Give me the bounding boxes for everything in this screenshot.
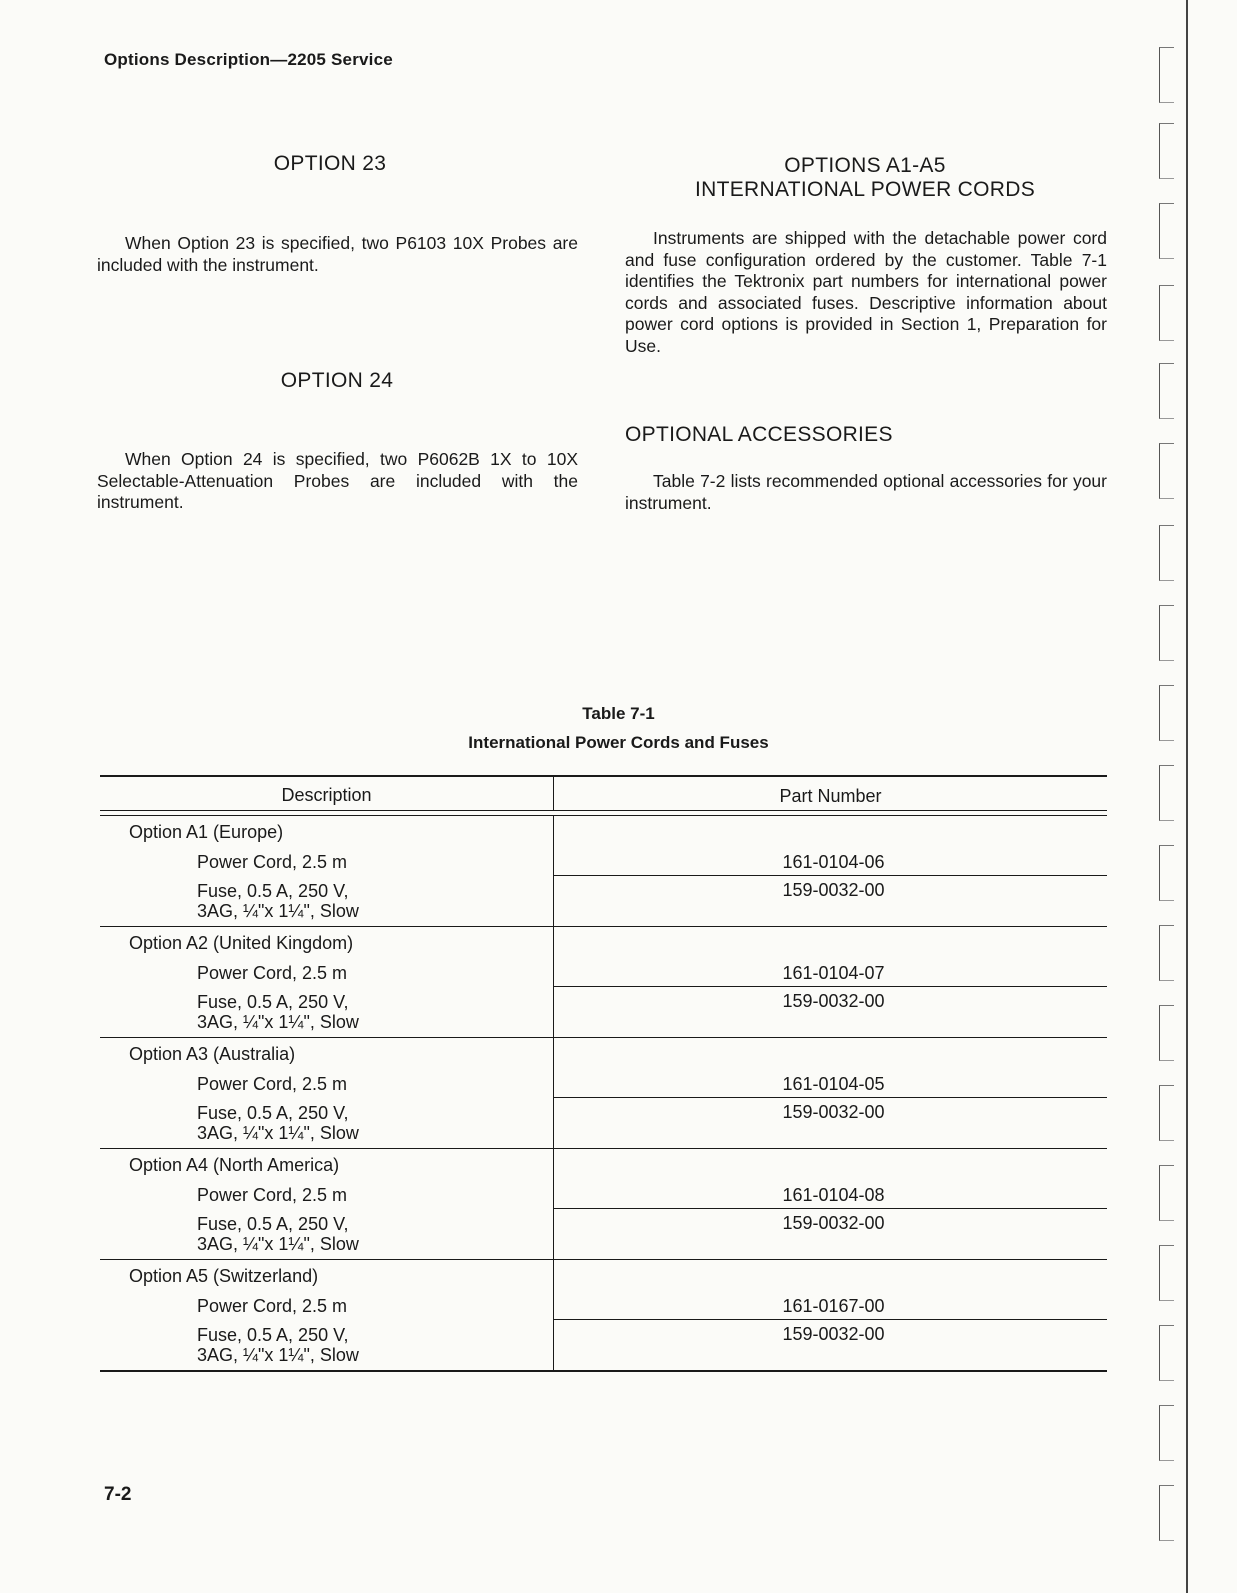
table-row: [100, 987, 1107, 1037]
binding-tab: [1159, 443, 1174, 499]
binding-tab: [1159, 685, 1174, 741]
table-row: [100, 1320, 1107, 1370]
optional-accessories-text: Table 7-2 lists recommended optional accessories for your instrument.: [625, 471, 1107, 513]
binding-tab: [1159, 203, 1174, 259]
options-a1-a5-heading: [620, 154, 1110, 202]
page-edge: [1186, 0, 1188, 1593]
table-caption-number: Table 7-1: [582, 704, 655, 723]
fuse-part-number: 159-0032-00: [782, 880, 885, 900]
option-label: Option A4 (North America): [100, 1149, 554, 1179]
cord-description: Power Cord, 2.5 m: [100, 846, 554, 876]
table-row: [100, 1260, 1107, 1290]
table-row: [100, 1149, 1107, 1179]
options-heading-line2: INTERNATIONAL POWER CORDS: [694, 178, 1036, 201]
table-row: [100, 876, 1107, 926]
table-row: [100, 846, 1107, 876]
binding-tab: [1159, 1165, 1174, 1221]
fuse-part-number: 159-0032-00: [782, 1213, 885, 1233]
option-label: Option A5 (Switzerland): [100, 1260, 554, 1290]
binding-tab: [1159, 363, 1174, 419]
cord-part-number: 161-0104-08: [554, 1179, 1107, 1209]
table-row: [100, 816, 1107, 846]
binding-tab: [1159, 765, 1174, 821]
option-label: Option A3 (Australia): [100, 1038, 554, 1068]
binding-tab: [1159, 1005, 1174, 1061]
cord-description: Power Cord, 2.5 m: [100, 957, 554, 987]
cord-description: Power Cord, 2.5 m: [100, 1179, 554, 1209]
table-row: [100, 1290, 1107, 1320]
options-heading-line1: OPTIONS A1-A5: [784, 154, 946, 177]
binding-tab: [1159, 845, 1174, 901]
cord-description: Power Cord, 2.5 m: [100, 1068, 554, 1098]
binding-tab: [1159, 1325, 1174, 1381]
column-header-part-number: Part Number: [779, 786, 882, 806]
fuse-description: Fuse, 0.5 A, 250 V, 3AG, ¼"x 1¼", Slow: [100, 987, 554, 1037]
fuse-description: Fuse, 0.5 A, 250 V, 3AG, ¼"x 1¼", Slow: [100, 876, 554, 926]
cord-part-number: 161-0167-00: [554, 1290, 1107, 1320]
fuse-part-number: 159-0032-00: [782, 1102, 885, 1122]
binding-tab: [1159, 47, 1174, 103]
table-group-a4: [100, 1149, 1107, 1260]
table-row: [100, 1179, 1107, 1209]
table-group-a2: [100, 927, 1107, 1038]
cord-part-number: 161-0104-05: [554, 1068, 1107, 1098]
option-24-text: When Option 24 is specified, two P6062B 1X to 10X Selectable-Attenuation Probes are included with the instrument.: [97, 449, 578, 512]
option-23-text: When Option 23 is specified, two P6103 10X Probes are included with the instrument.: [97, 233, 578, 275]
table-group-a1: [100, 816, 1107, 927]
option-23-heading: OPTION 23: [273, 152, 387, 175]
table-header-row: [100, 777, 1107, 810]
column-header-description: Description: [100, 777, 554, 810]
table-row: [100, 1038, 1107, 1068]
binding-tab: [1159, 1085, 1174, 1141]
binding-tab-marks: [1153, 35, 1193, 1565]
optional-accessories-heading: OPTIONAL ACCESSORIES: [625, 423, 893, 446]
binding-tab: [1159, 1485, 1174, 1541]
binding-tab: [1159, 285, 1174, 341]
cord-part-number: 161-0104-06: [554, 846, 1107, 876]
option-label: Option A1 (Europe): [100, 816, 554, 846]
table-row: [100, 927, 1107, 957]
running-header: Options Description—2205 Service: [104, 50, 393, 69]
cord-part-number: 161-0104-07: [554, 957, 1107, 987]
table-row: [100, 1098, 1107, 1148]
binding-tab: [1159, 1405, 1174, 1461]
table-row: [100, 1209, 1107, 1259]
table-group-a3: [100, 1038, 1107, 1149]
power-cords-table: [100, 775, 1107, 1372]
binding-tab: [1159, 1245, 1174, 1301]
table-group-a5: [100, 1260, 1107, 1372]
option-label: Option A2 (United Kingdom): [100, 927, 554, 957]
binding-tab: [1159, 605, 1174, 661]
fuse-description: Fuse, 0.5 A, 250 V, 3AG, ¼"x 1¼", Slow: [100, 1098, 554, 1148]
fuse-part-number: 159-0032-00: [782, 1324, 885, 1344]
fuse-description: Fuse, 0.5 A, 250 V, 3AG, ¼"x 1¼", Slow: [100, 1320, 554, 1370]
table-row: [100, 957, 1107, 987]
cord-description: Power Cord, 2.5 m: [100, 1290, 554, 1320]
fuse-description: Fuse, 0.5 A, 250 V, 3AG, ¼"x 1¼", Slow: [100, 1209, 554, 1259]
page-number: 7-2: [104, 1484, 132, 1505]
table-caption-title: International Power Cords and Fuses: [468, 733, 769, 752]
option-24-heading: OPTION 24: [280, 369, 394, 392]
fuse-part-number: 159-0032-00: [782, 991, 885, 1011]
binding-tab: [1159, 123, 1174, 179]
binding-tab: [1159, 525, 1174, 581]
table-row: [100, 1068, 1107, 1098]
international-power-cords-text: Instruments are shipped with the detachable power cord and fuse configuration ordered by the customer. Table 7-1 identifies the Tektronix part numbers for international power cords and associated fuses. Descriptive information about power cord options is provided in Section 1, Preparation for Use.: [625, 228, 1107, 356]
binding-tab: [1159, 925, 1174, 981]
